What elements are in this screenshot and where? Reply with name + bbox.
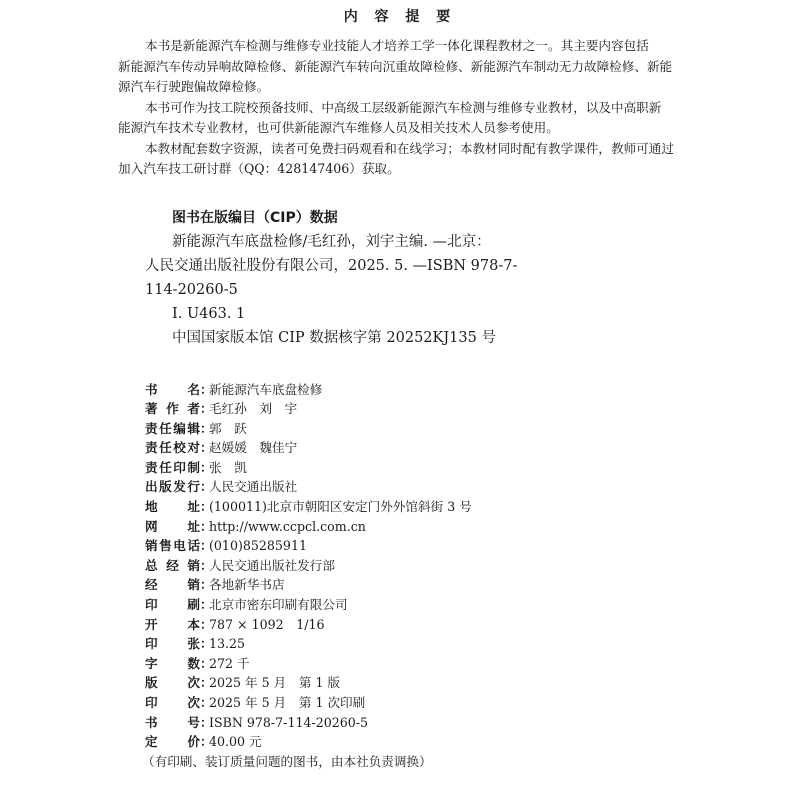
info-label: 网址 (145, 518, 200, 534)
info-value: 张 凯 (209, 459, 247, 475)
info-value: 赵媛媛 魏佳宁 (209, 440, 298, 456)
cip-line: 中国国家版本馆 CIP 数据核字第 20252KJ135 号 (172, 329, 496, 346)
info-value: 人民交通出版社 (209, 479, 298, 495)
info-label: 责任编辑 (145, 420, 200, 436)
info-label: 责任印制 (145, 459, 200, 475)
info-label: 印次 (145, 695, 200, 710)
info-colon: ： (200, 597, 213, 613)
info-colon: ： (200, 420, 213, 436)
info-value: 272 千 (209, 655, 250, 671)
info-row (145, 438, 705, 458)
info-row (145, 673, 705, 693)
summary-line: 新能源汽车传动异响故障检修、新能源汽车转向沉重故障检修、新能源汽车制动无力故障检修、新能 (118, 58, 673, 74)
info-value: 毛红孙 刘 宇 (209, 401, 298, 417)
info-value: 北京市密东印刷有限公司 (209, 597, 348, 613)
info-label: 责任校对 (145, 440, 200, 456)
info-colon: ： (200, 577, 213, 593)
cip-line: 114-20260-5 (145, 281, 238, 298)
publication-info (142, 380, 705, 772)
cip-line: Ⅰ. U463. 1 (172, 305, 246, 322)
summary-line: 本书可作为技工院校预备技师、中高级工层级新能源汽车检测与维修专业教材，以及中高职新 (145, 99, 662, 115)
info-label: 印张 (145, 636, 200, 652)
info-value: 40.00 元 (209, 734, 262, 750)
info-label: 定价 (145, 734, 200, 750)
info-colon: ： (200, 440, 213, 456)
info-row (145, 380, 705, 400)
info-label: 书名 (145, 381, 200, 397)
summary-text (118, 36, 693, 180)
info-row (145, 693, 705, 713)
info-colon: ： (200, 479, 213, 495)
info-value: 2025 年 5 月 第 1 次印刷 (209, 695, 366, 710)
info-value: 郭 跃 (209, 420, 247, 436)
summary-line: 本教材配套数字资源，读者可免费扫码观看和在线学习；本教材同时配有教学课件，教师可通过 (145, 140, 674, 156)
info-colon: ： (200, 695, 213, 710)
copyright-page (0, 6, 800, 771)
page-title: 内 容 提 要 (343, 9, 457, 25)
summary-line: 本书是新能源汽车检测与维修专业技能人才培养工学一体化课程教材之一。其主要内容包括 (145, 38, 649, 53)
info-label: 出版发行 (145, 479, 200, 495)
info-row (145, 556, 705, 576)
info-colon: ： (200, 538, 213, 554)
info-row (145, 575, 705, 595)
info-value: 13.25 (209, 636, 246, 652)
info-colon: ： (200, 381, 213, 397)
info-row (145, 497, 705, 517)
info-label: 地址 (145, 499, 200, 515)
info-value: 787 × 1092 1/16 (209, 616, 325, 632)
info-row (145, 477, 705, 497)
info-value: 各地新华书店 (209, 577, 285, 593)
cip-heading: 图书在版编目（CIP）数据 (172, 209, 338, 226)
info-colon: ： (200, 616, 213, 632)
info-colon: ： (200, 518, 213, 534)
summary-line: 加入汽车技工研讨群（QQ：428147406）获取。 (118, 161, 400, 176)
summary-line: 源汽车行驶跑偏故障检修。 (118, 79, 270, 94)
info-label: 总经销 (145, 557, 200, 573)
info-colon: ： (200, 734, 213, 750)
quality-note: （有印刷、装订质量问题的图书，由本社负责调换） (142, 753, 432, 769)
info-row (145, 536, 705, 556)
info-value: 人民交通出版社发行部 (209, 557, 335, 573)
info-value: 新能源汽车底盘检修 (209, 381, 323, 397)
info-row (145, 595, 705, 615)
info-colon: ： (200, 636, 213, 652)
info-value: http://www.ccpcl.com.cn (209, 518, 366, 534)
info-label: 经销 (145, 577, 200, 593)
info-colon: ： (200, 499, 213, 515)
info-value: ISBN 978-7-114-20260-5 (209, 714, 369, 730)
info-row (145, 634, 705, 654)
info-row (145, 399, 705, 419)
info-colon: ： (200, 675, 213, 691)
cip-block (145, 206, 665, 350)
info-row (145, 458, 705, 478)
info-colon: ： (200, 655, 213, 671)
cip-line: 新能源汽车底盘检修/毛红孙，刘宇主编. —北京： (172, 233, 491, 250)
info-label: 开本 (145, 616, 200, 632)
info-row (145, 419, 705, 439)
info-value: 2025 年 5 月 第 1 版 (209, 675, 341, 691)
info-row (145, 615, 705, 635)
info-row (145, 654, 705, 674)
info-value: (010)85285911 (209, 538, 307, 554)
info-row (145, 732, 705, 752)
info-row (145, 713, 705, 733)
info-colon: ： (200, 557, 213, 573)
info-label: 版次 (145, 675, 200, 691)
info-label: 销售电话 (145, 538, 200, 554)
info-colon: ： (200, 714, 213, 730)
info-label: 著作者 (145, 401, 200, 417)
summary-line: 能源汽车技术专业教材，也可供新能源汽车维修人员及相关技术人员参考使用。 (118, 120, 559, 135)
info-colon: ： (200, 401, 213, 417)
info-colon: ： (200, 459, 213, 475)
info-value: (100011)北京市朝阳区安定门外外馆斜街 3 号 (209, 499, 472, 515)
info-label: 印刷 (145, 597, 200, 613)
info-label: 字数 (145, 655, 200, 671)
info-label: 书号 (145, 714, 200, 730)
cip-line: 人民交通出版社股份有限公司，2025. 5. —ISBN 978-7- (145, 257, 518, 274)
info-row (145, 517, 705, 537)
